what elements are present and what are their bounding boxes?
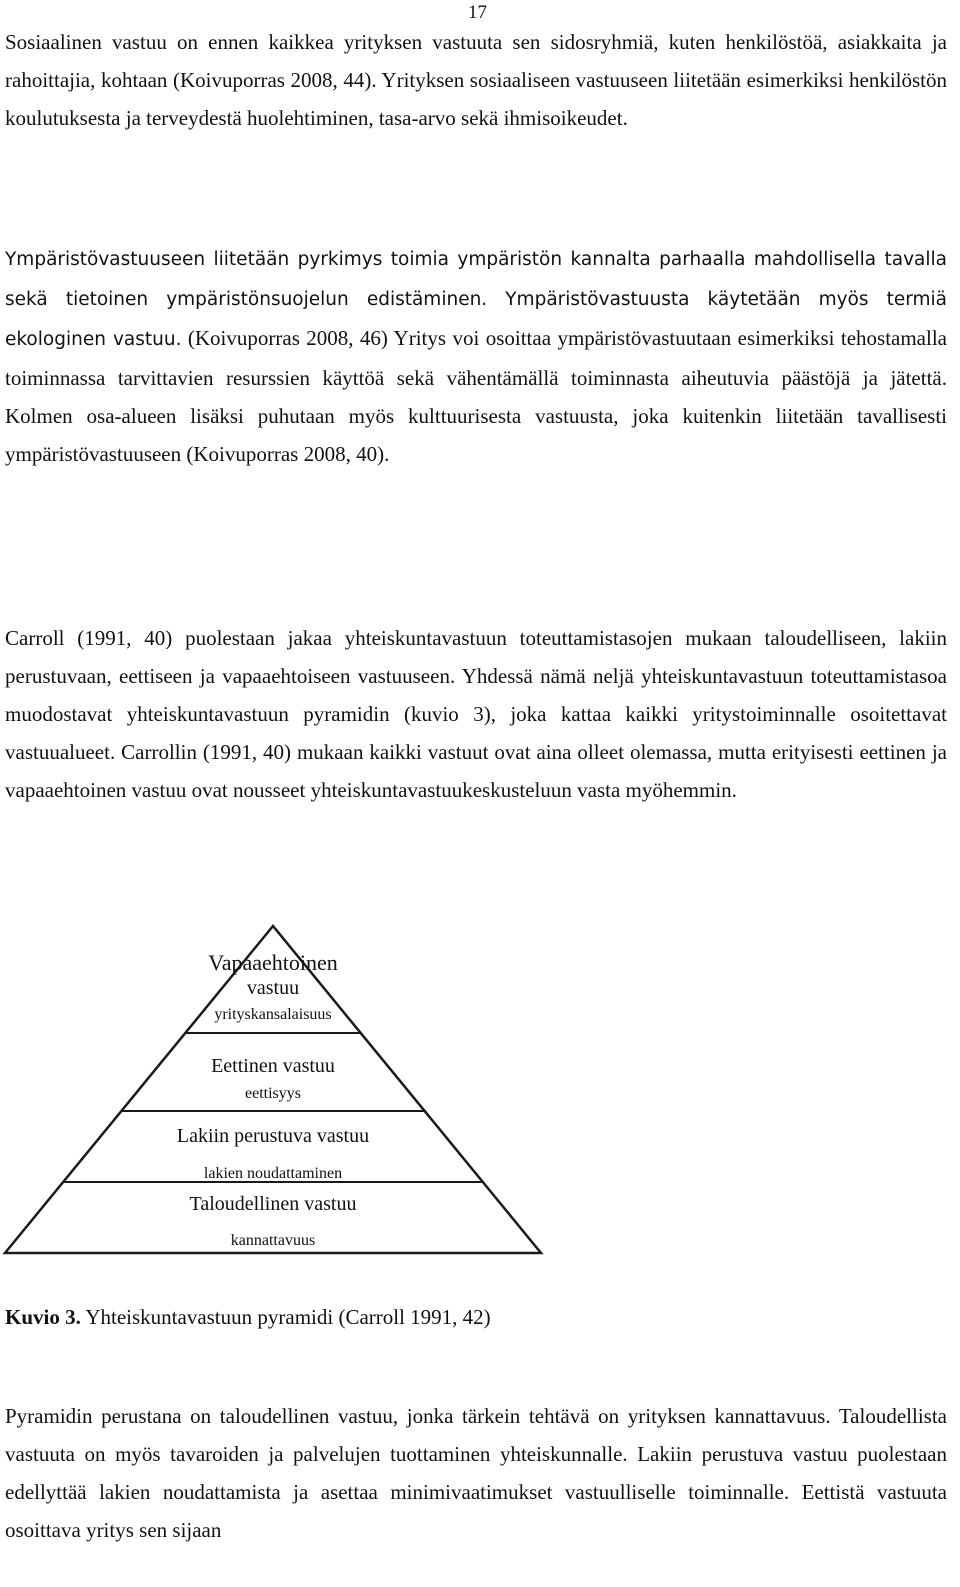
pyramid-level-ethical-subtitle: eettisyys — [245, 1085, 301, 1102]
paragraph-social-responsibility: Sosiaalinen vastuu on ennen kaikkea yrityksen vastuuta sen sidosryhmiä, kuten henkilöstöä, asiakkaita ja rahoittajia, kohtaan (Koivuporras 2008, 44). Yrityksen sosiaaliseen vastuuseen liitetään esimerkiksi henkilöstön koulutuksesta ja terveydestä huolehtiminen, tasa-arvo sekä ihmisoikeudet. — [5, 30, 947, 130]
figure-caption — [5, 1305, 491, 1330]
pyramid-level-voluntary-subtitle: yrityskansalaisuus — [214, 1006, 332, 1023]
page-number: 17 — [468, 2, 487, 23]
csr-pyramid-figure — [0, 920, 560, 1280]
pyramid-level-economic-title: Taloudellinen vastuu — [189, 1193, 357, 1215]
pyramid-level-voluntary-title-line2: vastuu — [246, 977, 300, 999]
paragraph-pyramid-explanation: Pyramidin perustana on taloudellinen vastuu, jonka tärkein tehtävä on yrityksen kannattavuus. Taloudellista vastuuta on myös tavaroiden ja palvelujen tuottaminen yhteiskunnalle. Lakiin perustuva vastuu puolestaan edellyttää lakien noudattamista ja asettaa minimivaatimukset vastuulliselle toiminnalle. Eettistä vastuuta osoittava yritys sen sijaan — [5, 1404, 947, 1542]
figure-caption-text: Yhteiskuntavastuun pyramidi (Carroll 1991, 42) — [80, 1305, 491, 1329]
environmental-examples-text: (Koivuporras 2008, 46) Yritys voi osoittaa ympäristövastuutaan esimerkiksi tehostamalla toiminnassa tarvittavien resurssien käyttöä sekä vähentämällä toiminnasta aiheutuvia päästöjä ja jätettä. Kolmen osa-alueen lisäksi puhutaan myös kulttuurisesta vastuusta, joka kuitenkin liitetään tavallisesti ympäristövastuuseen (Koivuporras 2008, 40). — [5, 326, 947, 466]
paragraph-environmental-responsibility — [5, 239, 947, 473]
figure-caption-label: Kuvio 3. — [5, 1305, 81, 1329]
environmental-definition-text: Ympäristövastuuseen liitetään pyrkimys toimia ympäristön kannalta parhaalla mahdollisella tavalla sekä tietoinen ympäristönsuojelun edistäminen. Ympäristövastuusta käytetään myös termiä ekologinen vastuu. — [5, 249, 947, 350]
pyramid-level-legal-title: Lakiin perustuva vastuu — [176, 1125, 370, 1147]
pyramid-level-economic-subtitle: kannattavuus — [230, 1232, 316, 1249]
pyramid-level-legal-subtitle: lakien noudattaminen — [203, 1165, 343, 1182]
pyramid-level-voluntary-title: Vapaaehtoinen — [208, 950, 338, 975]
pyramid-level-ethical-title: Eettinen vastuu — [211, 1055, 335, 1077]
paragraph-carroll-model: Carroll (1991, 40) puolestaan jakaa yhteiskuntavastuun toteuttamistasojen mukaan taloudelliseen, lakiin perustuvaan, eettiseen ja vapaaehtoiseen vastuuseen. Yhdessä nämä neljä yhteiskuntavastuun toteuttamistasoa muodostavat yhteiskuntavastuun pyramidin (kuvio 3), joka kattaa kaikki yritystoiminnalle osoitettavat vastuualueet. Carrollin (1991, 40) mukaan kaikki vastuut ovat aina olleet olemassa, mutta erityisesti eettinen ja vapaaehtoinen vastuu ovat nousseet yhteiskuntavastuukeskusteluun vasta myöhemmin. — [5, 626, 947, 802]
